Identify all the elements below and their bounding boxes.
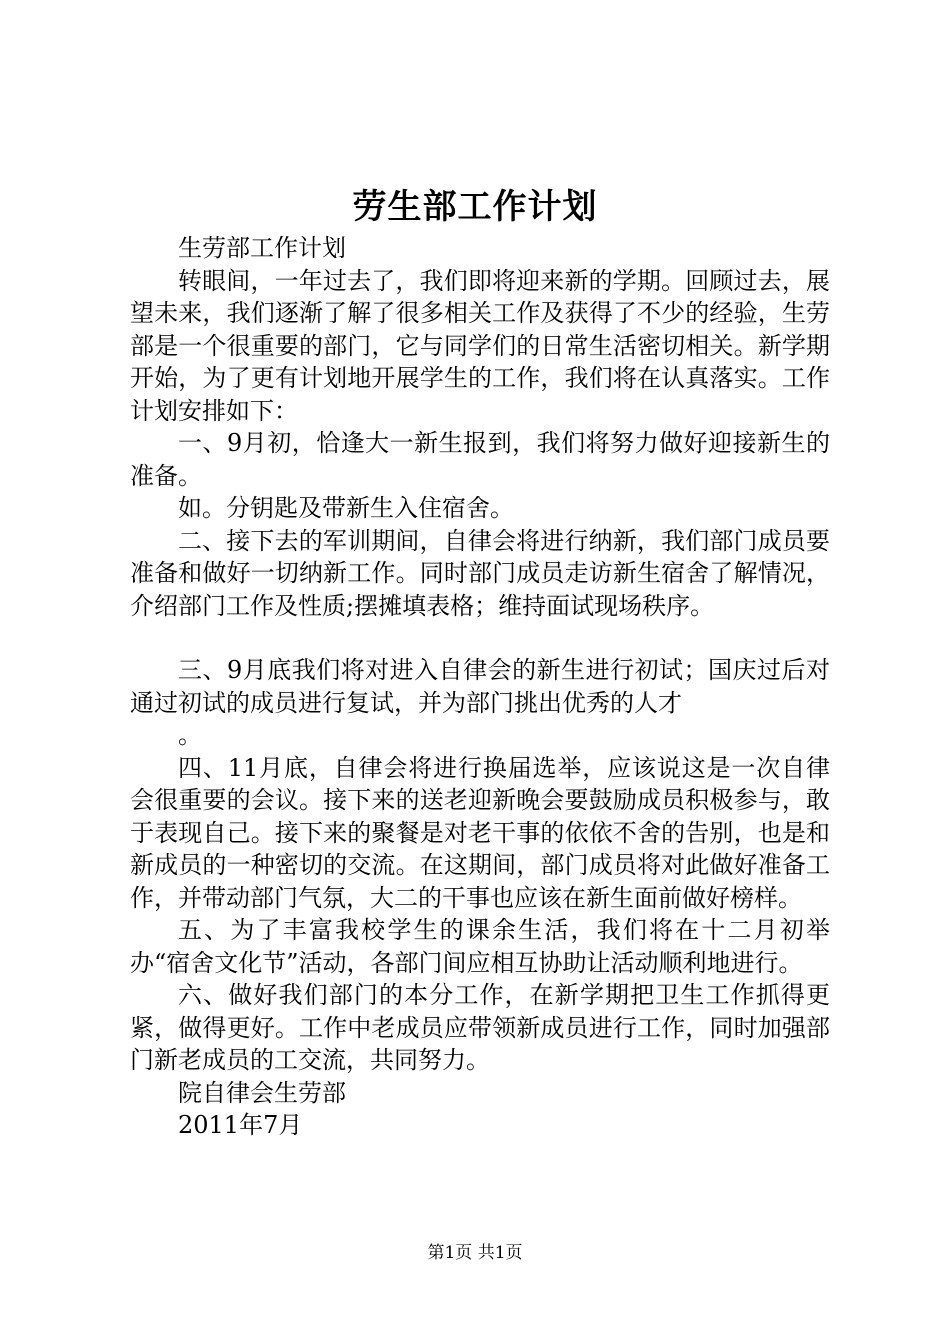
- signature-date: 2011年7月: [178, 1111, 303, 1139]
- item-3-paragraph: 三、9月底我们将对进入自律会的新生进行初试；国庆过后对通过初试的成员进行复试，并为部门挑出优秀的人才: [130, 656, 830, 717]
- intro-paragraph: 转眼间，一年过去了，我们即将迎来新的学期。回顾过去，展望未来，我们逐渐了解了很多相关工作及获得了不少的经验，生劳部是一个很重要的部门，它与同学们的日常生活密切相关。新学期开始，为了更有计划地开展学生的工作，我们将在认真落实。工作计划安排如下：: [130, 266, 830, 425]
- item-2-paragraph: 二、接下去的军训期间，自律会将进行纳新，我们部门成员要准备和做好一切纳新工作。同时部门成员走访新生宿舍了解情况，介绍部门工作及性质;摆摊填表格；维持面试现场秩序。: [130, 526, 830, 620]
- document-title: 劳生部工作计划: [352, 187, 598, 227]
- item-5-paragraph: 五、为了丰富我校学生的课余生活，我们将在十二月初举办“宿舍文化节”活动，各部门间应相互协助让活动顺利地进行。: [130, 916, 830, 977]
- page-footer: 第1页 共1页: [427, 1243, 523, 1263]
- item-4-paragraph: 四、11月底，自律会将进行换届选举，应该说这是一次自律会很重要的会议。接下来的送老迎新晚会要鼓励成员积极参与，敢于表现自己。接下来的聚餐是对老干事的依依不舍的告别，也是和新成员的一种密切的交流。在这期间，部门成员将对此做好准备工作，并带动部门气氛，大二的干事也应该在新生面前做好榜样。: [130, 753, 830, 912]
- item-1-detail-paragraph: 如。分钥匙及带新生入住宿舍。: [178, 494, 514, 522]
- item-1-paragraph: 一、9月初，恰逢大一新生报到，我们将努力做好迎接新生的准备。: [130, 429, 830, 490]
- paragraph-gap: [130, 622, 830, 654]
- document-body: [130, 232, 830, 1142]
- item-3-period-line: 。: [178, 721, 202, 749]
- item-6-paragraph: 六、做好我们部门的本分工作，在新学期把卫生工作抓得更紧，做得更好。工作中老成员应带领新成员进行工作，同时加强部门新老成员的工交流，共同努力。: [130, 981, 830, 1074]
- signature-department: 院自律会生劳部: [178, 1078, 346, 1107]
- subtitle-paragraph: 生劳部工作计划: [178, 234, 346, 262]
